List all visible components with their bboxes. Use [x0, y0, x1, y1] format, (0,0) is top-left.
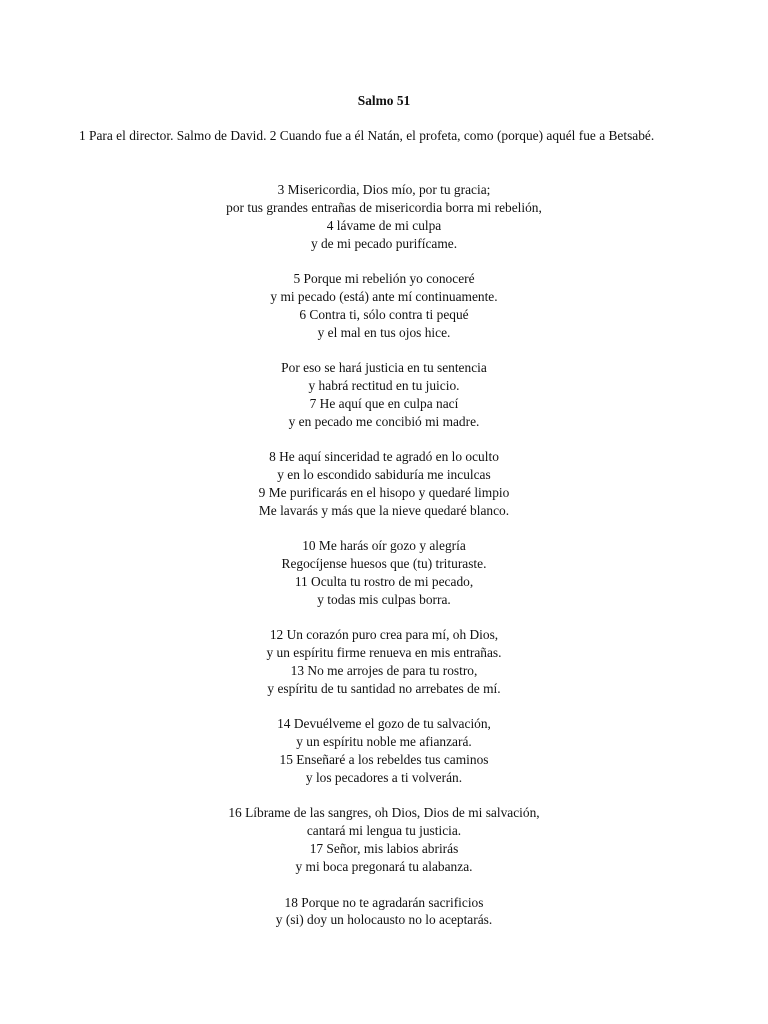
verse-line: 16 Líbrame de las sangres, oh Dios, Dios de mi salvación,: [228, 805, 540, 821]
verse-line: Regocíjense huesos que (tu) trituraste.: [281, 556, 487, 572]
stanza: [0, 359, 768, 431]
verse-line: Por eso se hará justicia en tu sentencia: [281, 360, 487, 376]
verse-line: y en lo escondido sabiduría me inculcas: [277, 467, 491, 483]
stanza: [0, 270, 768, 342]
verse-line: 15 Enseñaré a los rebeldes tus caminos: [279, 752, 489, 768]
verse-line: y habrá rectitud en tu juicio.: [308, 378, 460, 394]
verse-block: [0, 181, 768, 947]
verse-line: 18 Porque no te agradarán sacrificios: [284, 894, 484, 910]
verse-line: por tus grandes entrañas de misericordia borra mi rebelión,: [226, 199, 542, 215]
verse-line: y mi pecado (está) ante mí continuamente.: [270, 288, 498, 304]
verse-line: 14 Devuélveme el gozo de tu salvación,: [277, 716, 491, 732]
page-title: Salmo 51: [357, 93, 411, 108]
verse-line: 12 Un corazón puro crea para mí, oh Dios,: [269, 627, 499, 643]
verse-line: 7 He aquí que en culpa nací: [309, 395, 459, 411]
verse-line: y espíritu de tu santidad no arrebates de mí.: [267, 680, 501, 696]
verse-line: y todas mis culpas borra.: [317, 591, 451, 607]
stanza: [0, 448, 768, 520]
verse-line: 5 Porque mi rebelión yo conoceré: [293, 271, 475, 287]
verse-line: y mi boca pregonará tu alabanza.: [295, 859, 473, 875]
verse-line: 6 Contra ti, sólo contra ti pequé: [299, 306, 469, 322]
verse-line: y de mi pecado purifícame.: [310, 235, 458, 251]
intro-paragraph: 1 Para el director. Salmo de David. 2 Cuando fue a él Natán, el profeta, como (porque) aquél fue a Betsabé.: [79, 128, 655, 143]
verse-line: 9 Me purificarás en el hisopo y quedaré limpio: [258, 484, 510, 500]
stanza: [0, 804, 768, 876]
verse-line: 8 He aquí sinceridad te agradó en lo oculto: [269, 449, 499, 465]
verse-line: y (si) doy un holocausto no lo aceptarás.: [275, 912, 493, 928]
verse-line: y en pecado me concibió mi madre.: [288, 413, 480, 429]
verse-line: 10 Me harás oír gozo y alegría: [302, 538, 466, 554]
verse-line: cantará mi lengua tu justicia.: [306, 823, 462, 839]
stanza: [0, 537, 768, 609]
verse-line: 17 Señor, mis labios abrirás: [309, 841, 459, 857]
verse-line: 4 lávame de mi culpa: [326, 217, 442, 233]
verse-line: Me lavarás y más que la nieve quedaré blanco.: [258, 502, 510, 518]
verse-line: y un espíritu firme renueva en mis entrañas.: [266, 645, 502, 661]
verse-line: 11 Oculta tu rostro de mi pecado,: [294, 574, 474, 590]
stanza: [0, 626, 768, 698]
verse-line: 3 Misericordia, Dios mío, por tu gracia;: [277, 182, 491, 197]
verse-line: y el mal en tus ojos hice.: [317, 324, 451, 340]
verse-line: y un espíritu noble me afianzará.: [296, 734, 472, 750]
stanza: [0, 894, 768, 930]
verse-line: 13 No me arrojes de para tu rostro,: [290, 663, 478, 679]
stanza: [0, 181, 768, 253]
stanza: [0, 715, 768, 787]
verse-line: y los pecadores a ti volverán.: [305, 770, 463, 786]
